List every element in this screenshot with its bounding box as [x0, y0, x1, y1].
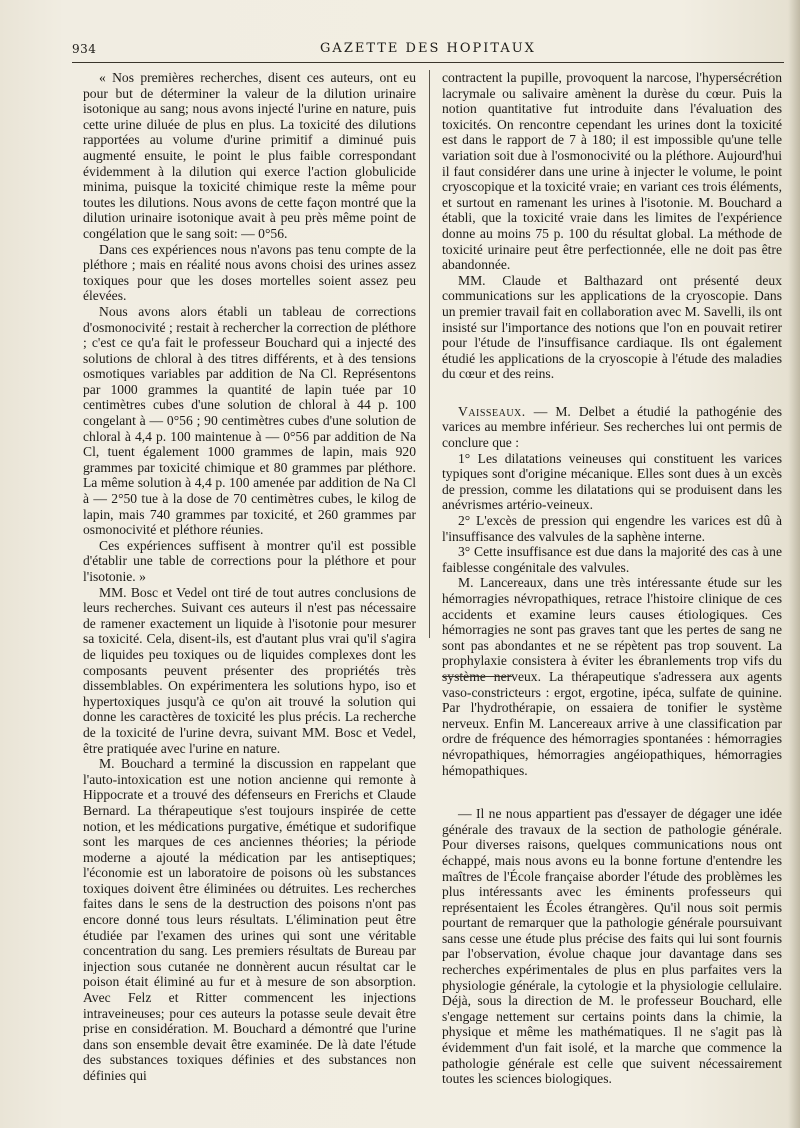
paragraph: « Nos premières recherches, disent ces auteurs, ont eu pour but de déterminer la valeur de la dilution urinaire isotonique au sang; nous avons injecté l'urine en nature, puis cette urine diluée de plus en plus. La toxicité des dilutions rapportées au volume d'urine primitif a diminué puis augmenté ensuite, le point le plus faible correspondant évidemment à la dilution qui exerce l'action globulicide minima, puisque la toxicité chimique reste la même pour toutes les dilutions. Nous avons de cette façon montré que la dilution urinaire isotonique avait à peu près même point de congélation que le sang soit: — 0°56. — [83, 70, 416, 241]
column-divider — [429, 70, 430, 638]
finding-item: 2° L'excès de pression qui engendre les varices est dû à l'insuffisance des valvules de la saphène interne. — [442, 513, 782, 544]
closing-paragraph: — Il ne nous appartient pas d'essayer de dégager une idée générale des travaux de la section de pathologie générale. Pour diverses raisons, quelques communications nous ont échappé, mais nous avons eu la bonne fortune d'entendre les maîtres de l'École française aborder l'étude des problèmes les plus intéressants avec les éminents professeurs qui représentaient les Écoles étrangères. Qu'il nous soit permis pourtant de remarquer que la pathologie générale poursuivant sans cesse une étude plus précise des faits qui lui sont fournis par l'observation, évolue chaque jour davantage dans ses recherches expérimentales de plus en plus parfaites vers la physiologie générale, la cytologie et la physiologie cellulaire. Déjà, sous la direction de M. le professeur Bouchard, elle s'engage nettement sur certains points dans la chimie, la physique et même les mathématiques. Il ne s'agit pas là évidemment d'un fait isolé, et la marche que commence la pathologie générale est celle que suivent nécessairement toutes les sciences biologiques. — [442, 806, 782, 1087]
paragraph: M. Lancereaux, dans une très intéressante étude sur les hémorragies névropathiques, retrace l'histoire clinique de ces accidents et examine leurs causes étiologiques. Ces hémorragies ne sont pas graves tant que les pertes de sang ne sont pas abondantes et ne se répètent pas trop souvent. La prophylaxie consistera à éviter les ébranlements trop vifs du système nerveux. La thérapeutique s'adressera aux agents vaso-constricteurs : ergot, ergotine, ipéca, sulfate de quinine. Par l'hydrothérapie, on essaiera de tonifier le système nerveux. Enfin M. Lancereaux arrive à une classification par ordre de fréquence des hémorragies spontanées : hémorragies névropathiques, hémorragies angéiopathiques, hémorragies hémopathiques. — [442, 575, 782, 778]
vaisseaux-intro: — M. Delbet a étudié la pathogénie des varices au membre inférieur. Ses recherches lui ont permis de conclure que : — [442, 403, 782, 451]
paragraph: Ces expériences suffisent à montrer qu'il est possible d'établir une table de corrections pour la pléthore et pour l'isotonie. » — [83, 537, 416, 584]
page-edge-shadow — [788, 0, 800, 1128]
paragraph: M. Bouchard a terminé la discussion en rappelant que l'auto-intoxication est une notion ancienne qui remonte à Hippocrate et a trouvé des défenseurs en Frerichs et Claude Bernard. La thérapeutique s'est toujours inspirée de cette notion, et les médications purgative, émétique et sudorifique sont les marques de ces anciennes théories; la période moderne a ajouté la médication par les antiseptiques; l'économie est un laboratoire de poisons où les substances toxiques doivent être éliminées ou détruites. Les recherches faites dans le sens de la destruction des poisons n'ont pas encore donné tous leurs résultats. L'élimination peut être étudiée par l'examen des urines qui sont une véritable concentration du sang. Les premiers résultats de Bureau par injection sous cutanée ne donnèrent aucun résultat car le poison était éliminé au fur et à mesure de son absorption. Avec Felz et Ritter commencent les injections intraveineuses; pour ces auteurs la potasse seule devait être prise en considération. M. Bouchard a démontré que l'urine dans son ensemble devait être examinée. De là date l'étude des substances toxiques définies et des substances non définies qui — [83, 756, 416, 1083]
paragraph: MM. Bosc et Vedel ont tiré de tout autres conclusions de leurs recherches. Suivant ces auteurs il n'est pas nécessaire de ramener exactement un liquide à l'isotonie pour mesurer sa toxicité. Cela, disent-ils, est d'autant plus vrai qu'il s'agira de liquides peu toxiques ou de liquides complexes dont les composants peuvent présenter des propriétés très dissemblables. On expérimentera les solutions hypo, iso et hypertoxiques jusqu'à ce qu'on ait trouvé la solution qui donne les caractères de toxicité les plus précis. La recherche de la toxicité de l'urine devra, suivant MM. Bosc et Vedel, être pratiquée avec l'urine en nature. — [83, 584, 416, 756]
page-header — [72, 38, 784, 62]
paragraph: Dans ces expériences nous n'avons pas tenu compte de la pléthore ; mais en réalité nous avons choisi des urines assez toxiques pour que les doses mortelles soient assez peu élevées. — [83, 241, 416, 304]
paragraph: contractent la pupille, provoquent la narcose, l'hypersécrétion lacrymale ou salivaire amènent la durèse du cœur. Puis la notion quantitative fut introduite dans l'évaluation des toxicités. On rencontre cependant les urines dont la toxicité est dans le rapport de 7 à 180; il est impossible qu'une telle variation soit due à l'osmonocivité ou la pléthore. Aujourd'hui il faut considérer dans une urine à injecter le volume, le point cryoscopique et la toxicité vraie; en variant ces trois éléments, et surtout en ramenant les urines à l'isotonie. M. Bouchard a établi, que la toxicité vraie dans les limites de l'expérience donne au moins 75 p. 100 du résultat global. La méthode de toxicité urinaire peut être perfectionnée, elle ne doit pas être abandonnée. — [442, 70, 782, 273]
footer-rule — [442, 676, 512, 677]
left-column — [83, 70, 416, 1084]
vaisseaux-paragraph — [442, 404, 782, 451]
header-rule — [72, 62, 784, 63]
section-label: Vaisseaux. — [458, 403, 526, 419]
paragraph: Nous avons alors établi un tableau de corrections d'osmonocivité ; restait à rechercher la correction de pléthore ; c'est ce qu'a fait le professeur Bouchard qui a injecté des solutions de chloral à des titres différents, et à des tensions osmotiques variables par addition de Na Cl. Représentons par 1000 grammes la quantité de lapin tuée par 10 centimètres cubes d'une solution de chloral à 44 p. 100 congelant à — 0°56 ; 90 centimètres cubes d'une solution de chloral à 4,4 p. 100 maintenue à — 0°56 par addition de Na Cl, tuent également 1000 grammes de lapin, mais 920 grammes par toxicité chimique et 80 grammes par pléthore. La même solution à 4,4 p. 100 amenée par addition de Na Cl à — 2°50 tue à la dose de 70 centimètres cubes, le kilog de lapin, mais 740 grammes par toxicité, et 260 grammes par osmonocivité et pléthore réunies. — [83, 303, 416, 538]
journal-title: GAZETTE DES HOPITAUX — [320, 41, 536, 56]
finding-item: 3° Cette insuffisance est due dans la majorité des cas à une faiblesse congénitale des valvules. — [442, 544, 782, 575]
finding-item: 1° Les dilatations veineuses qui constituent les varices typiques sont d'origine mécanique. Elles sont dues à un excès de pression, comme les dilatations qui se produisent dans les anévrismes artério-veineux. — [442, 450, 782, 513]
paragraph: MM. Claude et Balthazard ont présenté deux communications sur les applications de la cryoscopie. Dans un premier travail fait en collaboration avec M. Savelli, ils ont insisté sur l'importance des notions que l'on en pouvait retirer pour l'étude de l'insuffisance cardiaque. Ils ont également étudié les applications de la cryoscopie à l'étude des maladies du cœur et des reins. — [442, 272, 782, 382]
right-column — [442, 70, 782, 1087]
page-number: 934 — [72, 42, 97, 56]
